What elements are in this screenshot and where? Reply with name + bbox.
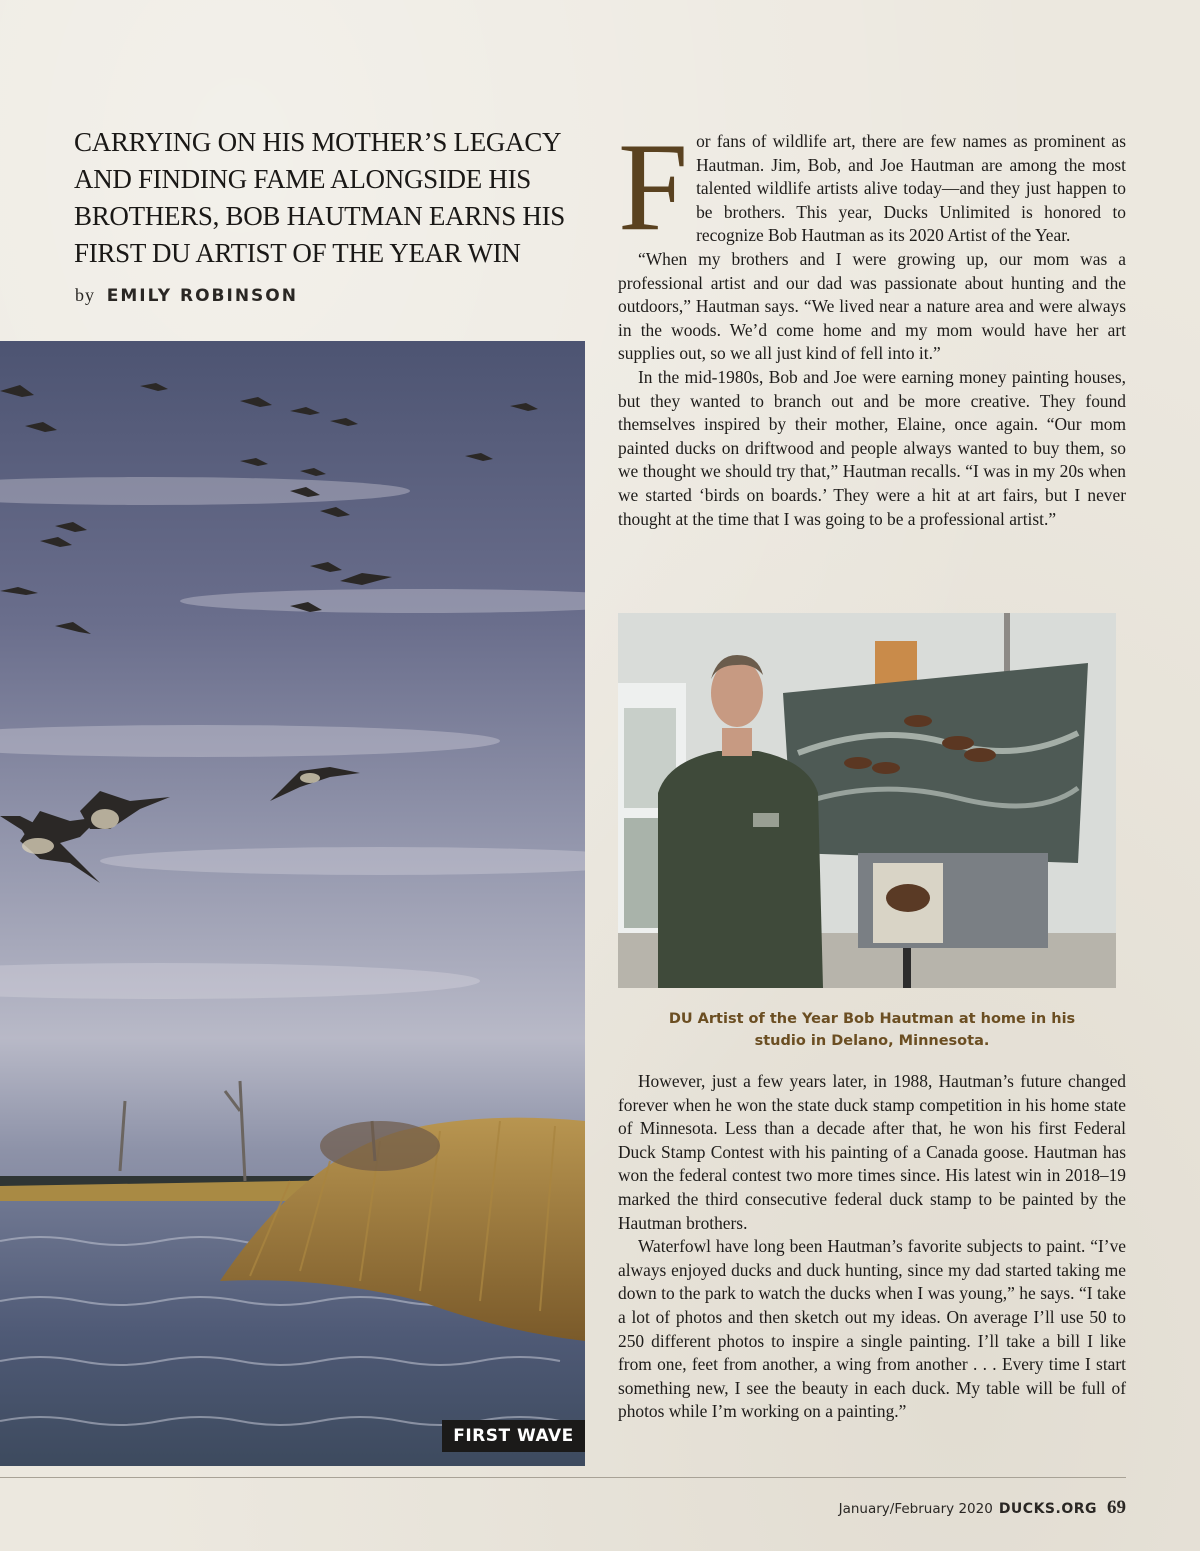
painting-title-label: FIRST WAVE [442,1420,585,1452]
footer-site: DUCKS.ORG [998,1501,1097,1517]
article-column-bottom [618,1070,1126,1424]
byline-prefix: by [75,285,95,305]
article-paragraph: Waterfowl have long been Hautman’s favorite subjects to paint. “I’ve always enjoyed ducks and duck hunting, since my dad started taking me down to the park to watch the ducks when I was young,” he says. “I take a lot of photos and then sketch out my ideas. On average I’ll use 50 to 250 different photos to inspire a single painting. I’ll take a bill I like from one, feet from another, a wing from another . . . Every time I start something new, I see the beauty in each duck. My table will be full of photos while I’m working on a painting.” [618,1236,1126,1422]
article-paragraph: In the mid-1980s, Bob and Joe were earning money painting houses, but they wanted to branch out and be more creative. They found themselves inspired by their mother, Elaine, once again. “Our mom painted ducks on driftwood and people always wanted to buy them, so we thought we should try that,” Hautman recalls. “I was in my 20s when we started ‘birds on boards.’ They were a hit at art fairs, but I never thought at the time that I was going to be a professional artist.” [618,366,1126,529]
article-paragraph: However, just a few years later, in 1988, Hautman’s future changed forever when he won the state duck stamp competition in his home state of Minnesota. Less than a decade after that, he won his first Federal Duck Stamp Contest with his painting of a Canada goose. Hautman has won the federal contest two more times since. His latest win in 2018–19 marked the third consecutive federal duck stamp to be painted by the Hautman brothers. [618,1071,1126,1233]
footer-issue: January/February 2020 [838,1501,993,1517]
article-column-top [618,118,1126,531]
article-paragraph [618,118,1126,257]
caption-line: DU Artist of the Year Bob Hautman at home in his [668,1011,1076,1027]
byline-author: EMILY ROBINSON [106,286,298,306]
painting-image [0,341,585,1466]
artist-photo-image [618,613,1116,988]
byline [75,285,298,306]
paragraph-text: or fans of wildlife art, there are few names as prominent as Hautman. Jim, Bob, and Joe Hautman are among the most talented wildlife artists alive today—and they just happen to be brothers. This year, Ducks Unlimited is honored to recognize Bob Hautman as its 2020 Artist of the Year. [696,131,1126,246]
artist-photo [618,613,1116,988]
article-paragraph: “When my brothers and I were growing up, our mom was a professional artist and our dad was passionate about hunting and the outdoors,” Hautman says. “We lived near a nature area and were always in the woods. We’d come home and my mom would have her art supplies out, so we all just kind of fell into it.” [618,248,1126,364]
photo-caption [618,1008,1126,1052]
drop-cap: F [618,118,689,257]
painting-artwork [0,341,585,1466]
headline: CARRYING ON HIS MOTHER’S LEGACY AND FINDING FAME ALONGSIDE HIS BROTHERS, BOB HAUTMAN EARNS HIS FIRST DU ARTIST OF THE YEAR WIN [74,127,566,268]
page-footer [839,1497,1126,1519]
page-number: 69 [1107,1497,1126,1518]
footer-rule [0,1477,1126,1478]
caption-line: studio in Delano, Minnesota. [754,1033,990,1049]
